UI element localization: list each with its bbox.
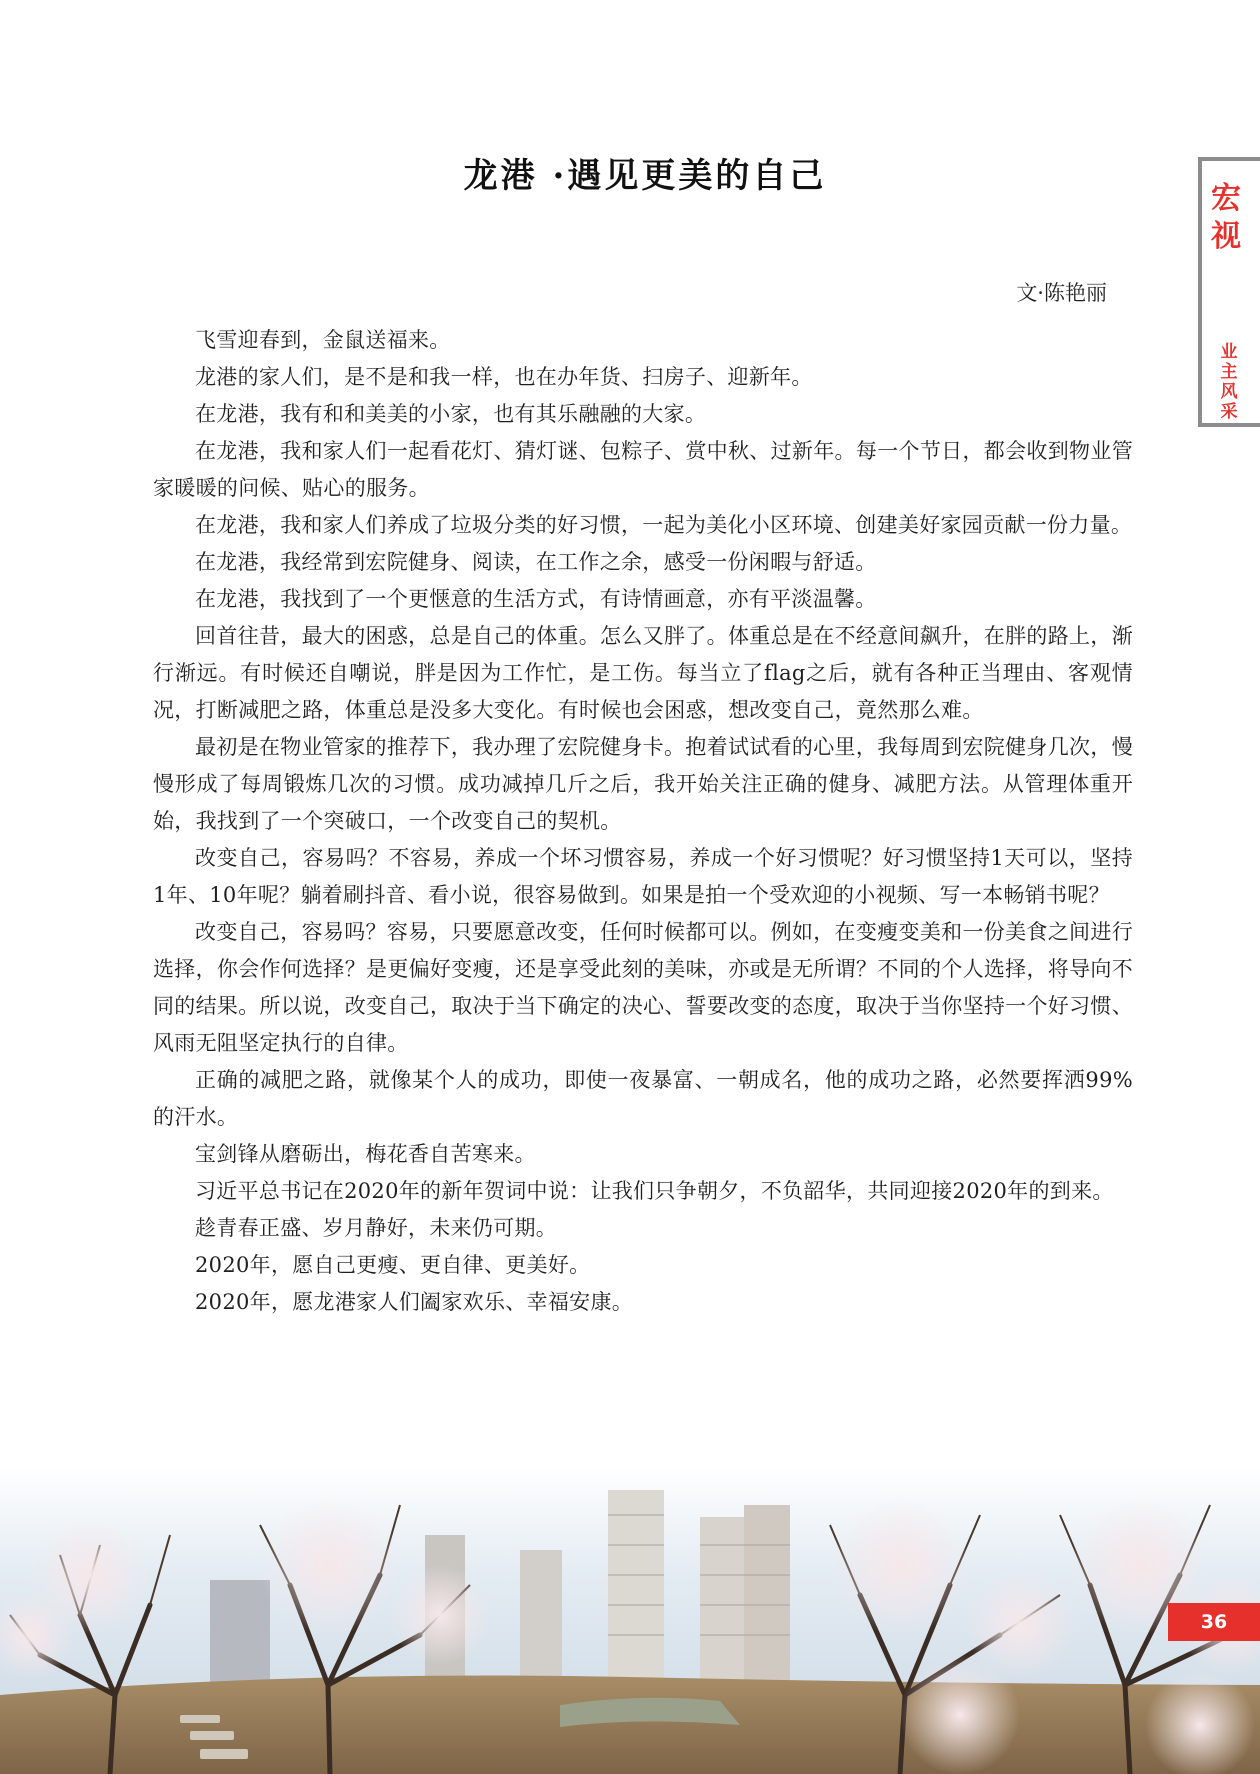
paragraph: 2020年，愿自己更瘦、更自律、更美好。	[195, 1253, 591, 1277]
paragraph: 正确的减肥之路，就像某个人的成功，即使一夜暴富、一朝成名，他的成功之路，必然要挥洒99%的汗水。	[153, 1068, 1133, 1129]
article-body	[153, 322, 1133, 1321]
paragraph: 趁青春正盛、岁月静好，未来仍可期。	[195, 1216, 558, 1240]
section-label: 宏视	[1211, 181, 1241, 254]
article-byline: 文·陈艳丽	[1016, 281, 1107, 305]
paragraph: 在龙港，我找到了一个更惬意的生活方式，有诗情画意，亦有平淡温馨。	[195, 587, 877, 611]
article-title: 龙港 ·遇见更美的自己	[463, 156, 827, 196]
paragraph: 回首往昔，最大的困惑，总是自己的体重。怎么又胖了。体重总是在不经意间飙升，在胖的路上，渐行渐远。有时候还自嘲说，胖是因为工作忙，是工伤。每当立了flag之后，就有各种正当理由、客观情况，打断减肥之路，体重总是没多大变化。有时候也会困惑，想改变自己，竟然那么难。	[153, 624, 1133, 722]
page-number: 36	[1168, 1603, 1260, 1641]
park-photo	[0, 1465, 1260, 1774]
paragraph: 在龙港，我和家人们一起看花灯、猜灯谜、包粽子、赏中秋、过新年。每一个节日，都会收到物业管家暖暖的问候、贴心的服务。	[153, 439, 1133, 500]
paragraph: 最初是在物业管家的推荐下，我办理了宏院健身卡。抱着试试看的心里，我每周到宏院健身几次，慢慢形成了每周锻炼几次的习惯。成功减掉几斤之后，我开始关注正确的健身、减肥方法。从管理体重开始，我找到了一个突破口，一个改变自己的契机。	[153, 735, 1133, 833]
section-sublabel: 业主风采	[1220, 342, 1238, 422]
paragraph: 改变自己，容易吗？容易，只要愿意改变，任何时候都可以。例如，在变瘦变美和一份美食之间进行选择，你会作何选择？是更偏好变瘦，还是享受此刻的美味，亦或是无所谓？不同的个人选择，将导向不同的结果。所以说，改变自己，取决于当下确定的决心、誓要改变的态度，取决于当你坚持一个好习惯、风雨无阻坚定执行的自律。	[153, 920, 1133, 1055]
paragraph: 2020年，愿龙港家人们阖家欢乐、幸福安康。	[195, 1290, 634, 1314]
paragraph: 改变自己，容易吗？不容易，养成一个坏习惯容易，养成一个好习惯呢？好习惯坚持1天可以，坚持1年、10年呢？躺着刷抖音、看小说，很容易做到。如果是拍一个受欢迎的小视频、写一本畅销书呢？	[153, 846, 1133, 907]
paragraph: 在龙港，我经常到宏院健身、阅读，在工作之余，感受一份闲暇与舒适。	[195, 550, 877, 574]
paragraph: 在龙港，我和家人们养成了垃圾分类的好习惯，一起为美化小区环境、创建美好家园贡献一份力量。	[195, 513, 1133, 537]
paragraph: 在龙港，我有和和美美的小家，也有其乐融融的大家。	[195, 402, 707, 426]
paragraph: 飞雪迎春到，金鼠送福来。	[195, 328, 451, 352]
paragraph: 宝剑锋从磨砺出，梅花香自苦寒来。	[195, 1142, 536, 1166]
paragraph: 习近平总书记在2020年的新年贺词中说：让我们只争朝夕，不负韶华，共同迎接2020年的到来。	[195, 1179, 1114, 1203]
paragraph: 龙港的家人们，是不是和我一样，也在办年货、扫房子、迎新年。	[195, 365, 813, 389]
